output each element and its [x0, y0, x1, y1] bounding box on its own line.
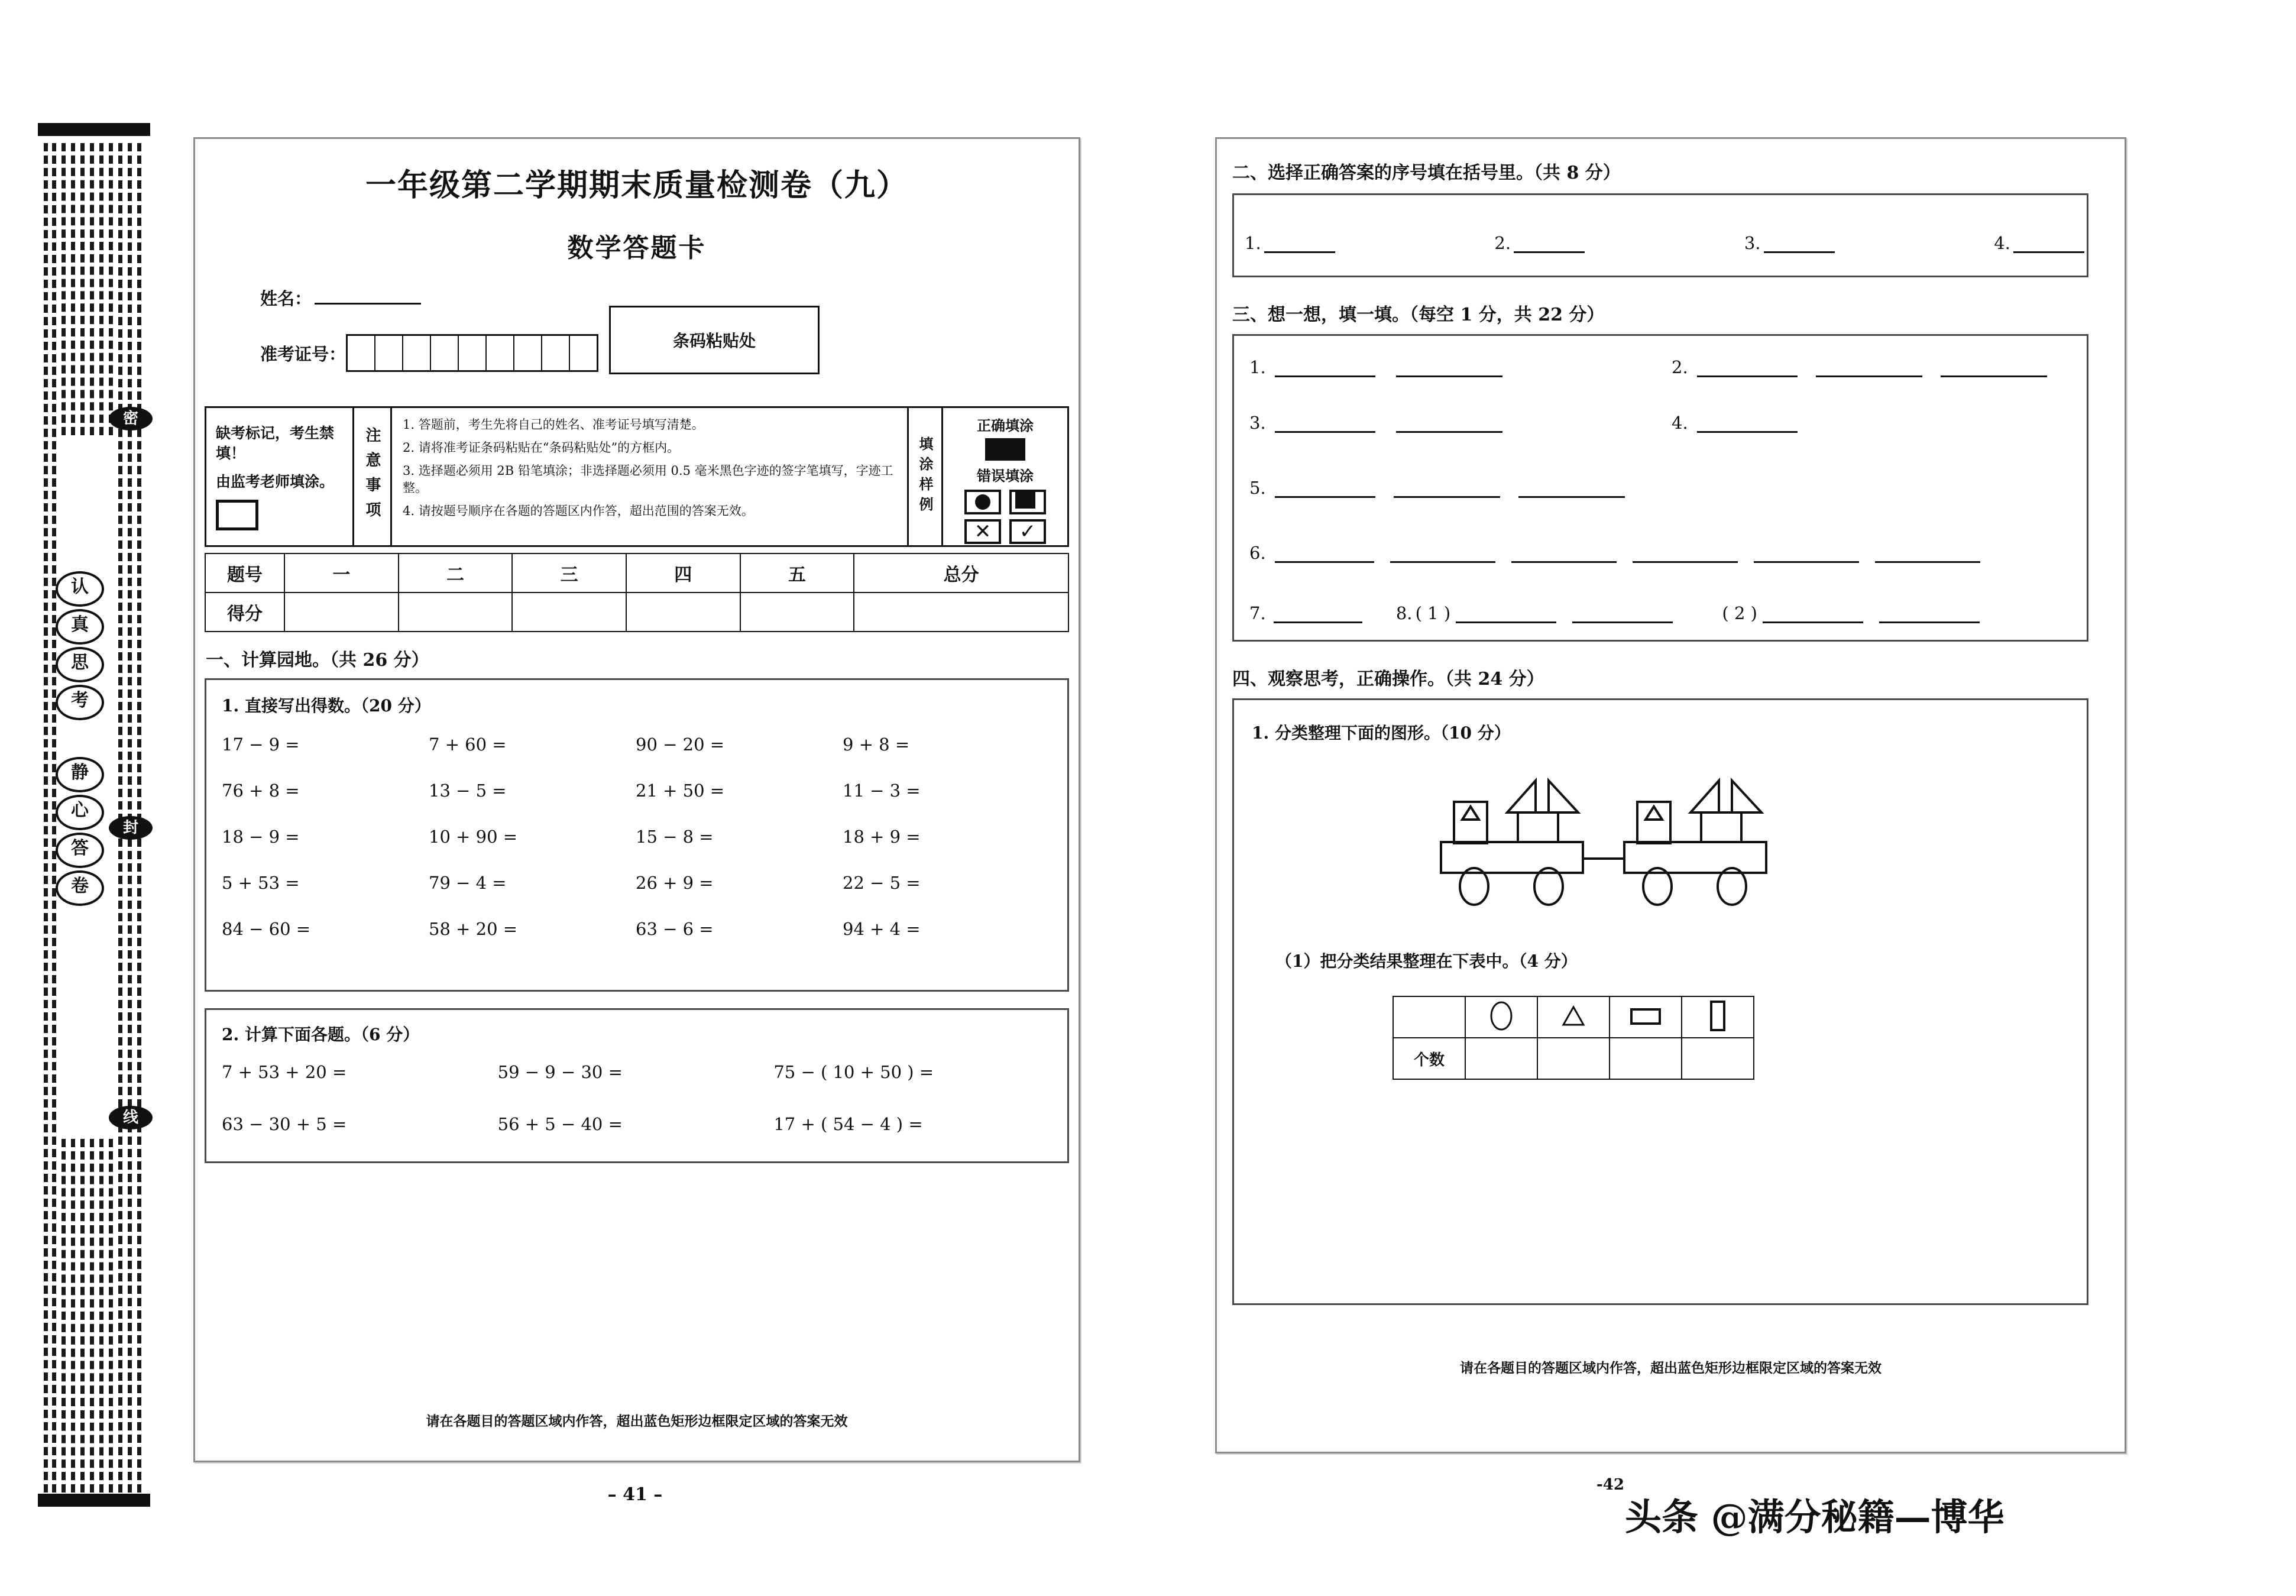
score-col-2: 二: [399, 553, 513, 593]
answer-sheet-page-left: [193, 137, 1080, 1462]
notice-item: 3. 选择题必须用 2B 铅笔填涂；非选择题必须用 0.5 毫米黑色字迹的签字笔填写，字迹工整。: [403, 463, 893, 496]
arith-item: 7 + 60 =: [429, 734, 507, 755]
seal-bar-bottom: [38, 1494, 150, 1507]
section-4-heading: 四、观察思考，正确操作。（共 24 分）: [1232, 669, 1544, 689]
exam-id-cell[interactable]: [348, 336, 375, 370]
exam-id-group[interactable]: [260, 334, 598, 372]
name-input[interactable]: [315, 303, 421, 305]
arith-item: 11 − 3 =: [843, 781, 921, 801]
name-field-group[interactable]: [260, 286, 421, 310]
table-row: [1393, 996, 1754, 1038]
seal-dashed-line: [44, 143, 48, 1493]
arith-item: 59 − 9 − 30 =: [497, 1062, 623, 1082]
seal-dashed-line: [71, 143, 75, 435]
score-col-4: 四: [626, 553, 740, 593]
wrong-dot-icon: [964, 490, 1001, 514]
seal-dashed-line: [80, 143, 85, 435]
notice-item: 2. 请将准考证条码粘贴在“条码粘贴处”的方框内。: [403, 440, 680, 455]
arith-item: 75 − ( 10 + 50 ) =: [773, 1062, 934, 1082]
absent-checkbox[interactable]: [216, 500, 258, 530]
choice-item[interactable]: 2.: [1494, 233, 1585, 253]
shape-header-circle: [1465, 996, 1537, 1038]
classify-count-cell[interactable]: [1610, 1038, 1682, 1079]
table-row: [205, 593, 1068, 632]
notice-table: [205, 406, 1069, 547]
choice-item[interactable]: 1.: [1245, 233, 1335, 253]
seal-dashed-line: [61, 143, 66, 435]
score-table: [205, 553, 1069, 632]
score-col-1: 一: [284, 553, 399, 593]
absent-text-line1: 缺考标记，考生禁填！: [216, 425, 335, 462]
motto-char-kao: 考: [56, 685, 104, 720]
watermark: 头条 @满分秘籍—博华: [1625, 1495, 2004, 1539]
exam-id-label: 准考证号：: [260, 344, 346, 364]
left-page-number: – 41 –: [607, 1484, 663, 1505]
shape-header-triangle: [1537, 996, 1610, 1038]
notice-vertical-label: 注意事项: [363, 427, 381, 526]
motto-char-da: 答: [56, 833, 104, 868]
exam-id-cell[interactable]: [375, 336, 403, 370]
absent-mark-cell: [206, 408, 354, 545]
score-cell[interactable]: [284, 593, 399, 632]
wrong-cross-icon: ✕: [964, 519, 1001, 544]
q2-title: 2. 计算下面各题。（6 分）: [222, 1025, 420, 1044]
motto-char-xin: 心: [56, 795, 104, 830]
correct-fill-icon: [985, 438, 1025, 461]
motto-char-si: 思: [56, 647, 104, 682]
score-col-5: 五: [740, 553, 854, 593]
shape-header-rect-wide: [1610, 996, 1682, 1038]
arith-item: 56 + 5 − 40 =: [497, 1114, 623, 1134]
arith-item: 79 − 4 =: [429, 873, 507, 893]
arith-item: 21 + 50 =: [636, 781, 725, 801]
score-cell[interactable]: [399, 593, 513, 632]
shape-header-rect-tall: [1682, 996, 1754, 1038]
arith-item: 26 + 9 =: [636, 873, 714, 893]
exam-id-cell[interactable]: [487, 336, 514, 370]
arith-item: 10 + 90 =: [429, 827, 518, 847]
section-3-heading: 三、想一想，填一填。（每空 1 分，共 22 分）: [1232, 305, 1605, 325]
score-col-3: 三: [512, 553, 626, 593]
barcode-paste-area: 条码粘贴处: [609, 306, 820, 374]
arith-item: 90 − 20 =: [636, 734, 725, 755]
fill-row-7-8[interactable]: 7. 8. ( 1 ) ( 2 ): [1249, 603, 1980, 623]
arith-item: 58 + 20 =: [429, 919, 518, 939]
classify-table: [1393, 996, 1754, 1080]
classify-count-cell[interactable]: [1465, 1038, 1537, 1079]
section-2-heading: 二、选择正确答案的序号填在括号里。（共 8 分）: [1232, 163, 1621, 183]
notice-vertical-label-cell: [354, 408, 392, 545]
motto-char-zhen: 真: [56, 609, 104, 645]
answer-region-section3[interactable]: [1232, 334, 2088, 642]
arith-item: 76 + 8 =: [222, 781, 300, 801]
arith-item: 22 − 5 =: [843, 873, 921, 893]
seal-dashed-line: [109, 143, 113, 435]
arith-item: 9 + 8 =: [843, 734, 910, 755]
table-row: [1393, 1038, 1754, 1079]
fill-row[interactable]: 5.: [1249, 478, 1625, 498]
notice-item: 4. 请按题号顺序在各题的答题区内作答，超出范围的答案无效。: [403, 504, 754, 519]
seal-mark-feng: 封: [109, 816, 153, 840]
section2-items: [1245, 233, 2084, 253]
arith-item: 18 − 9 =: [222, 827, 300, 847]
score-cell[interactable]: [854, 593, 1068, 632]
motto-char-ren: 认: [56, 571, 104, 607]
arith-item: 5 + 53 =: [222, 873, 300, 893]
sample-vertical-label-cell: [909, 408, 943, 545]
seal-bar-top: [38, 123, 150, 136]
s4-q1-title: 1. 分类整理下面的图形。（10 分）: [1252, 723, 1511, 743]
section-1-heading: 一、计算园地。（共 26 分）: [206, 650, 429, 671]
right-footer-note: 请在各题目的答题区域内作答，超出蓝色矩形边框限定区域的答案无效: [1460, 1360, 1882, 1376]
answer-region-section2[interactable]: [1232, 193, 2088, 277]
wrong-fill-row-2: [943, 519, 1067, 544]
score-cell[interactable]: [512, 593, 626, 632]
classify-row-label: 个数: [1393, 1038, 1465, 1079]
score-table-wrap: [205, 553, 1069, 632]
motto-char-juan: 卷: [56, 870, 104, 906]
exam-id-input-grid[interactable]: [346, 334, 598, 372]
seal-mark-xian: 线: [109, 1106, 153, 1129]
page-subtitle: 数学答题卡: [567, 233, 707, 263]
q1-items-grid: [222, 734, 1050, 939]
arith-item: 15 − 8 =: [636, 827, 714, 847]
fill-row[interactable]: 4.: [1672, 413, 1798, 433]
wrong-halffill-icon: [1009, 490, 1046, 514]
motto-char-jing: 静: [56, 757, 104, 792]
arith-item: 18 + 9 =: [843, 827, 921, 847]
answer-region-section4[interactable]: [1232, 698, 2088, 1305]
seal-strip: [34, 123, 151, 1507]
arith-item: 84 − 60 =: [222, 919, 311, 939]
table-row: [205, 553, 1068, 593]
arith-item: 94 + 4 =: [843, 919, 921, 939]
exam-id-cell[interactable]: [542, 336, 570, 370]
q1-title: 1. 直接写出得数。（20 分）: [222, 696, 431, 716]
notice-item: 1. 答题前，考生先将自己的姓名、准考证号填写清楚。: [403, 417, 704, 432]
right-page-number: -42: [1596, 1476, 1624, 1494]
exam-id-cell[interactable]: [570, 336, 597, 370]
answer-region-q2[interactable]: [205, 1008, 1069, 1163]
fill-sample-cell: [943, 408, 1067, 545]
name-label: 姓名：: [260, 289, 312, 309]
arith-item: 17 − 9 =: [222, 734, 300, 755]
notice-items-cell: [392, 408, 909, 545]
answer-region-q1[interactable]: [205, 678, 1069, 992]
seal-dashed-line: [71, 1139, 75, 1493]
q2-items-grid: [222, 1062, 1050, 1134]
fill-row[interactable]: 3.: [1249, 413, 1502, 433]
arith-item: 17 + ( 54 − 4 ) =: [773, 1114, 923, 1134]
arith-item: 13 − 5 =: [429, 781, 507, 801]
answer-sheet-page-right: [1215, 137, 2126, 1453]
score-cell[interactable]: [740, 593, 854, 632]
correct-fill-label: 正确填涂: [977, 417, 1034, 434]
exam-id-cell[interactable]: [431, 336, 459, 370]
fill-row[interactable]: 1.: [1249, 357, 1502, 377]
fill-row[interactable]: 6.: [1249, 543, 1980, 563]
choice-item[interactable]: 4.: [1994, 233, 2084, 253]
score-cell[interactable]: [626, 593, 740, 632]
sample-vertical-label: 填涂样例: [917, 436, 934, 517]
wrong-fill-row-1: [943, 490, 1067, 514]
seal-dashed-line: [90, 143, 94, 435]
seal-dashed-line: [99, 1139, 103, 1493]
classify-count-cell[interactable]: [1537, 1038, 1610, 1079]
s4-q1-sub-title: （1）把分类结果整理在下表中。（4 分）: [1275, 951, 1578, 971]
exam-id-cell[interactable]: [514, 336, 542, 370]
score-row-label: 得分: [205, 593, 284, 632]
absent-text-line2: 由监考老师填涂。: [216, 472, 335, 490]
seal-dashed-line: [80, 1139, 85, 1493]
seal-dashed-line: [99, 143, 103, 435]
left-footer-note: 请在各题目的答题区域内作答，超出蓝色矩形边框限定区域的答案无效: [426, 1413, 848, 1429]
seal-mark-mi: 密: [109, 407, 153, 430]
classify-table-wrap: [1393, 996, 1754, 1080]
wrong-fill-label: 错误填涂: [977, 467, 1034, 484]
arith-item: 7 + 53 + 20 =: [222, 1062, 347, 1082]
exam-id-cell[interactable]: [403, 336, 431, 370]
classify-count-cell[interactable]: [1682, 1038, 1754, 1079]
page-title: 一年级第二学期期末质量检测卷（九）: [365, 167, 908, 203]
classify-corner-cell: [1393, 996, 1465, 1038]
seal-dashed-line: [109, 1139, 113, 1493]
seal-dashed-line: [52, 143, 56, 1493]
score-col-total: 总分: [854, 553, 1068, 593]
seal-dashed-line: [90, 1139, 94, 1493]
exam-id-cell[interactable]: [459, 336, 487, 370]
score-row-label: 题号: [205, 553, 284, 593]
fill-row[interactable]: 2.: [1672, 357, 2047, 377]
arith-item: 63 − 30 + 5 =: [222, 1114, 347, 1134]
train-shapes-figure: [1423, 765, 1802, 907]
seal-dashed-line: [61, 1139, 66, 1493]
choice-item[interactable]: 3.: [1744, 233, 1835, 253]
arith-item: 63 − 6 =: [636, 919, 714, 939]
wrong-check-icon: ✓: [1009, 519, 1046, 544]
